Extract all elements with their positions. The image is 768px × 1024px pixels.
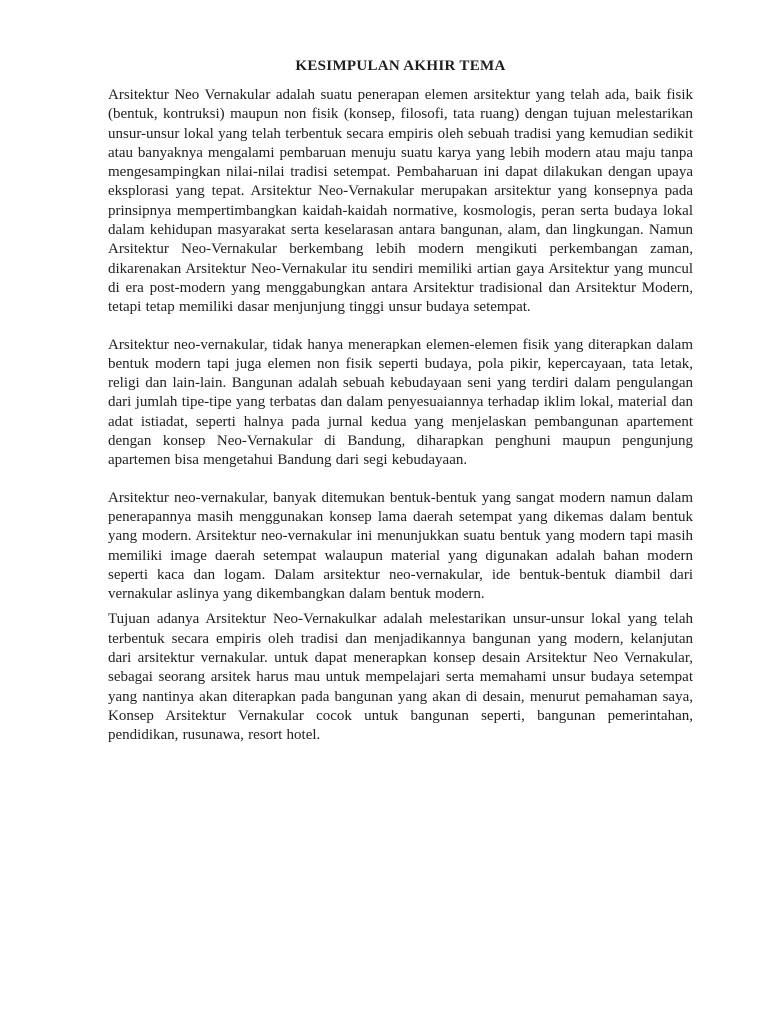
document-title: KESIMPULAN AKHIR TEMA bbox=[295, 58, 506, 74]
paragraph-1: Arsitektur Neo Vernakular adalah suatu penerapan elemen arsitektur yang telah ada, baik fisik (bentuk, kontruksi) maupun non fisik (konsep, filosofi, tata ruang) dengan tujuan melestarikan unsur-unsur lokal yang telah terbentuk secara empiris oleh sebuah tradisi yang kemudian sedikit atau banyaknya mengalami pembaruan menuju suatu karya yang lebih modern atau maju tanpa mengesampingkan nilai-nilai tradisi setempat. Pembaharuan ini dapat dilakukan dengan upaya eksplorasi yang tepat. Arsitektur Neo-Vernakular merupakan arsitektur yang konsepnya pada prinsipnya mempertimbangkan kaidah-kaidah normative, kosmologis, peran serta budaya lokal dalam kehidupan masyarakat serta keselarasan antara bangunan, alam, dan lingkungan. Namun Arsitektur Neo-Vernakular berkembang lebih modern mengikuti perkembangan zaman, dikarenakan Arsitektur Neo-Vernakular itu sendiri memiliki artian gaya Arsitektur yang muncul di era post-modern yang menggabungkan antara Arsitektur tradisional dan Arsitektur Modern, tetapi tetap memiliki dasar menjunjung tinggi unsur budaya setempat. bbox=[108, 87, 693, 316]
paragraph-3: Arsitektur neo-vernakular, banyak ditemukan bentuk-bentuk yang sangat modern namun dalam penerapannya masih menggunakan konsep lama daerah setempat yang dikemas dalam bentuk yang modern. Arsitektur neo-vernakular ini menunjukkan suatu bentuk yang modern tapi masih memiliki image daerah setempat walaupun material yang digunakan adalah bahan modern seperti kaca dan logam. Dalam arsitektur neo-vernakular, ide bentuk-bentuk diambil dari vernakular aslinya yang dikembangkan dalam bentuk modern. bbox=[108, 489, 693, 603]
document-text-column bbox=[108, 0, 693, 764]
paragraph-4: Tujuan adanya Arsitektur Neo-Vernakulkar adalah melestarikan unsur-unsur lokal yang telah terbentuk secara empiris oleh tradisi dan menjadikannya bangunan yang modern, kelanjutan dari arsitektur vernakular. untuk dapat menerapkan konsep desain Arsitektur Neo Vernakular, sebagai seorang arsitek harus mau untuk mempelajari serta memahami unsur budaya setempat yang nantinya akan diterapkan pada bangunan yang akan di desain, menurut pemahaman saya, Konsep Arsitektur Vernakular cocok untuk bangunan seperti, bangunan pemerintahan, pendidikan, rusunawa, resort hotel. bbox=[108, 611, 693, 744]
paragraph-2: Arsitektur neo-vernakular, tidak hanya menerapkan elemen-elemen fisik yang diterapkan dalam bentuk modern tapi juga elemen non fisik seperti budaya, pola pikir, kepercayaan, tata letak, religi dan lain-lain. Bangunan adalah sebuah kebudayaan seni yang terdiri dalam pengulangan dari jumlah tipe-tipe yang terbatas dan dalam penyesuaiannya terhadap iklim lokal, material dan adat istiadat, seperti halnya pada jurnal kedua yang menjelaskan pembangunan apartement dengan konsep Neo-Vernakular di Bandung, diharapkan penghuni maupun pengunjung apartemen bisa mengetahui Bandung dari segi kebudayaan. bbox=[108, 336, 693, 469]
